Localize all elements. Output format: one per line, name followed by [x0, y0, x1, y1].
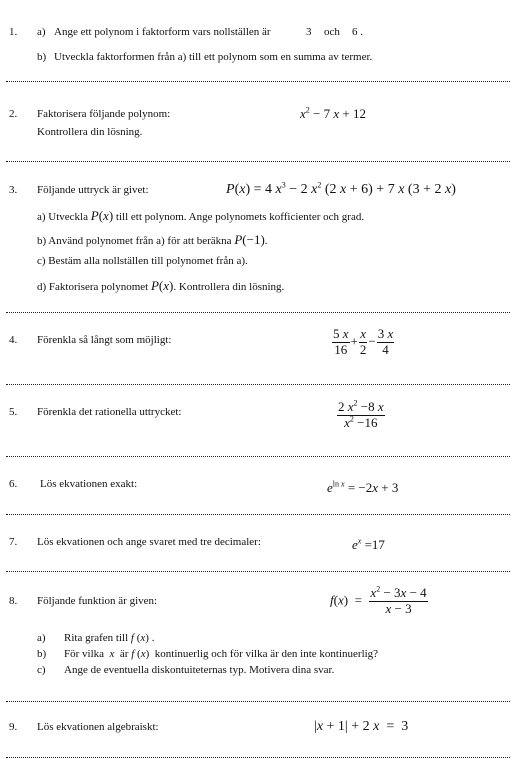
q3-number: 3.: [9, 184, 18, 196]
q8b-text: För vilka x är f (x) kontinuerlig och för vilka är den inte kontinuerlig?: [64, 648, 379, 660]
q6-text: Lös ekvationen exakt:: [40, 478, 138, 490]
q8-number: 8.: [9, 595, 18, 607]
q9-equation: |x + 1| + 2 x = 3: [314, 719, 409, 734]
q1-number: 1.: [9, 26, 18, 38]
q6-equation: $e^{ln x} = -2x + 3$: [327, 479, 399, 495]
q1a-root2: 6 .: [352, 26, 363, 38]
q8-function: f(x) = $\frac{x^2 - 3x - 4}{x - 3}$: [330, 584, 427, 616]
separator: [6, 514, 510, 515]
separator: [6, 161, 510, 162]
q8c-text: Ange de eventuella diskontuiteternas typ. Motivera dina svar.: [64, 664, 335, 676]
q3c-text: c) Bestäm alla nollställen till polynomet från a).: [37, 255, 248, 267]
q2-text2: Kontrollera din lösning.: [37, 126, 143, 138]
q8a-label: a): [37, 632, 46, 644]
q3-expression: P(x) = 4 $x^3 - 2$ $x^2$ (2 x + 6) + 7 x (3 + 2 x): [226, 180, 456, 197]
q2-number: 2.: [9, 108, 18, 120]
q1a-text: Ange ett polynom i faktorform vars nollställen är: [54, 26, 271, 38]
q1a-label: a): [37, 26, 46, 38]
separator: [6, 571, 510, 572]
q8a-text: Rita grafen till f (x) .: [64, 632, 155, 644]
q3d-text: d) Faktorisera polynomet P(x). Kontrollera din lösning.: [37, 278, 285, 293]
q5-text: Förenkla det rationella uttrycket:: [37, 406, 182, 418]
q1a-root1: 3: [306, 26, 312, 38]
q4-number: 4.: [9, 334, 18, 346]
separator: [6, 701, 510, 702]
separator: [6, 312, 510, 313]
q1b-label: b): [37, 51, 47, 63]
q7-number: 7.: [9, 536, 18, 548]
q5-expression: $\frac{2 x^2 -8 x}{x^2 -16}$: [338, 398, 384, 430]
q4-text: Förenkla så långt som möjligt:: [37, 334, 172, 346]
q3-intro: Följande uttryck är givet:: [37, 184, 149, 196]
q6-number: 6.: [9, 478, 18, 490]
q1b-text: Utveckla faktorformen från a) till ett polynom som en summa av termer.: [54, 51, 373, 63]
q7-text: Lös ekvationen och ange svaret med tre decimaler:: [37, 536, 261, 548]
q8-text: Följande funktion är given:: [37, 595, 158, 607]
q2-polynomial: $x^2 - 7$ x + 12: [300, 105, 366, 121]
separator: [6, 384, 510, 385]
q8c-label: c): [37, 664, 46, 676]
q7-equation: $e^x =17$: [352, 536, 385, 552]
q4-expression: $\frac{5 x}{16}$ + $\frac{x}{2}$ − $\frac{3 x}{4}$: [333, 326, 394, 357]
separator: [6, 757, 510, 758]
q3a-text: a) Utveckla P(x) till ett polynom. Ange polynomets kofficienter och grad.: [37, 208, 365, 223]
q9-text: Lös ekvationen algebraiskt:: [37, 721, 159, 733]
q5-number: 5.: [9, 406, 18, 418]
separator: [6, 456, 510, 457]
separator: [6, 81, 510, 82]
q9-number: 9.: [9, 721, 18, 733]
q3b-text: b) Använd polynomet från a) för att beräkna P(−1).: [37, 232, 268, 247]
q8b-label: b): [37, 648, 47, 660]
q2-text: Faktorisera följande polynom:: [37, 108, 171, 120]
q1a-och: och: [324, 26, 340, 38]
